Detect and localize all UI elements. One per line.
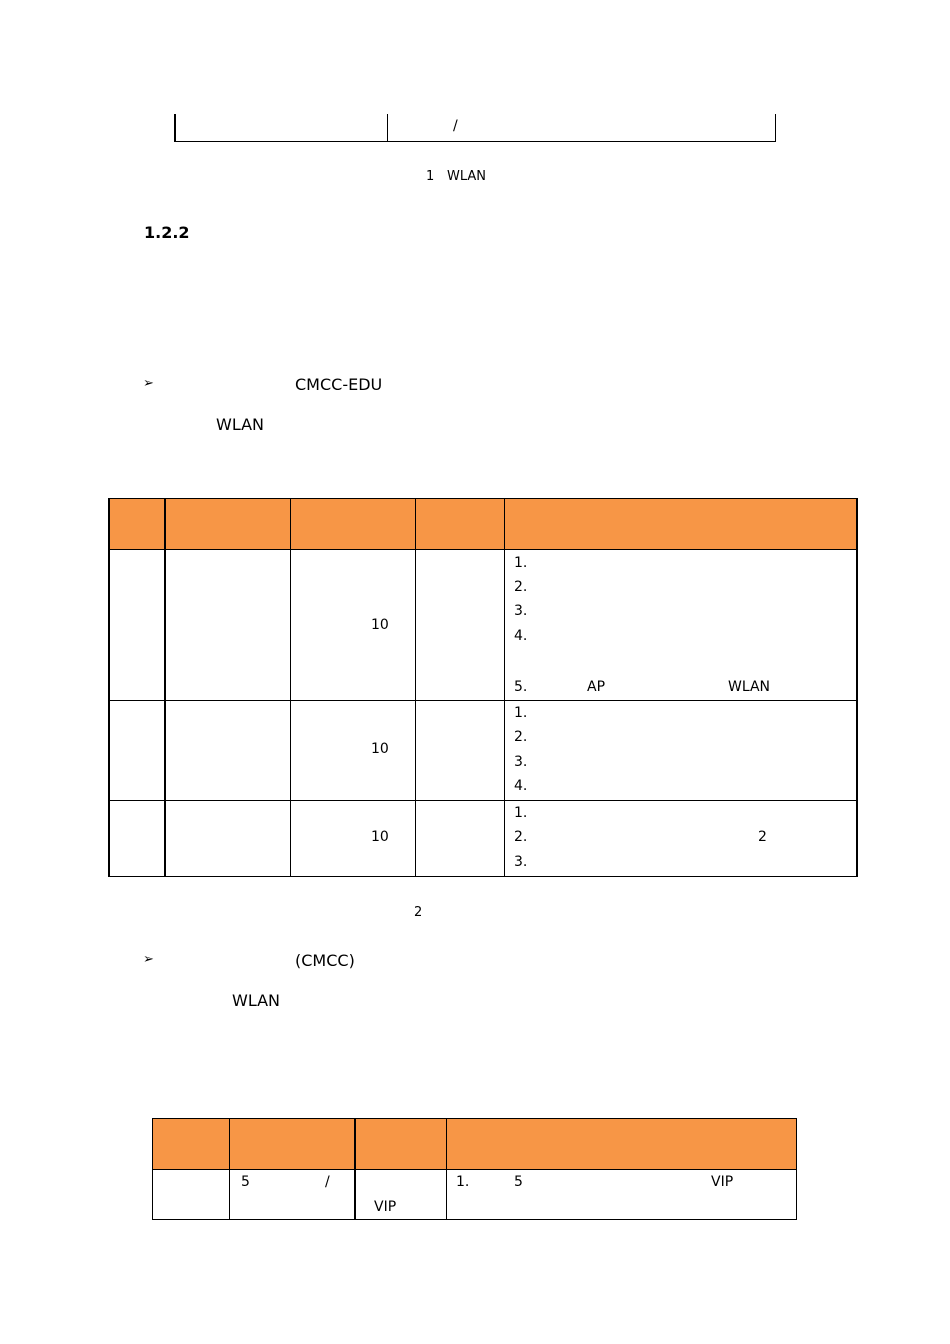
- row-3-item-2-extra: 2: [758, 829, 767, 845]
- row-1-item-5: 5.: [514, 679, 528, 695]
- row-1-item-3: 3.: [514, 603, 528, 619]
- t3-c2-num: 5: [241, 1174, 250, 1190]
- row-3-item-1: 1.: [514, 805, 528, 821]
- row-1-value: 10: [371, 617, 389, 633]
- bullet-2-ssid: (CMCC): [295, 951, 355, 970]
- section-heading: 1.2.2: [144, 223, 190, 242]
- t3-c4-item: 1.: [456, 1174, 470, 1190]
- row-2-item-3: 3.: [514, 754, 528, 770]
- caption-1-number: 1: [426, 169, 435, 184]
- row-2-item-2: 2.: [514, 729, 528, 745]
- bullet-2-marker: ➢: [143, 952, 154, 967]
- bullet-1-marker: ➢: [143, 376, 154, 391]
- caption-1-label: WLAN: [447, 169, 487, 184]
- row-1-item-1: 1.: [514, 555, 528, 571]
- t3-c2-slash: /: [325, 1174, 330, 1190]
- row-1-item-2: 2.: [514, 579, 528, 595]
- t3-c3: VIP: [374, 1199, 397, 1215]
- row-2-item-1: 1.: [514, 705, 528, 721]
- bullet-1-ssid: CMCC-EDU: [295, 375, 383, 394]
- caption-2-number: 2: [414, 905, 423, 920]
- top-table-cell-text: /: [453, 118, 458, 134]
- row-1-item-5-wlan: WLAN: [728, 679, 771, 695]
- row-2-item-4: 4.: [514, 778, 528, 794]
- row-3-item-2: 2.: [514, 829, 528, 845]
- row-1-item-5-ap: AP: [587, 679, 606, 695]
- row-1-item-4: 4.: [514, 628, 528, 644]
- row-3-item-3: 3.: [514, 854, 528, 870]
- row-3-value: 10: [371, 829, 389, 845]
- row-2-value: 10: [371, 741, 389, 757]
- bullet-2-sub: WLAN: [232, 991, 281, 1010]
- t3-c4-vip: VIP: [711, 1174, 734, 1190]
- table-3-header: [153, 1119, 796, 1169]
- t3-c4-num: 5: [514, 1174, 523, 1190]
- bullet-1-sub: WLAN: [216, 415, 265, 434]
- table-2-header: [109, 499, 857, 549]
